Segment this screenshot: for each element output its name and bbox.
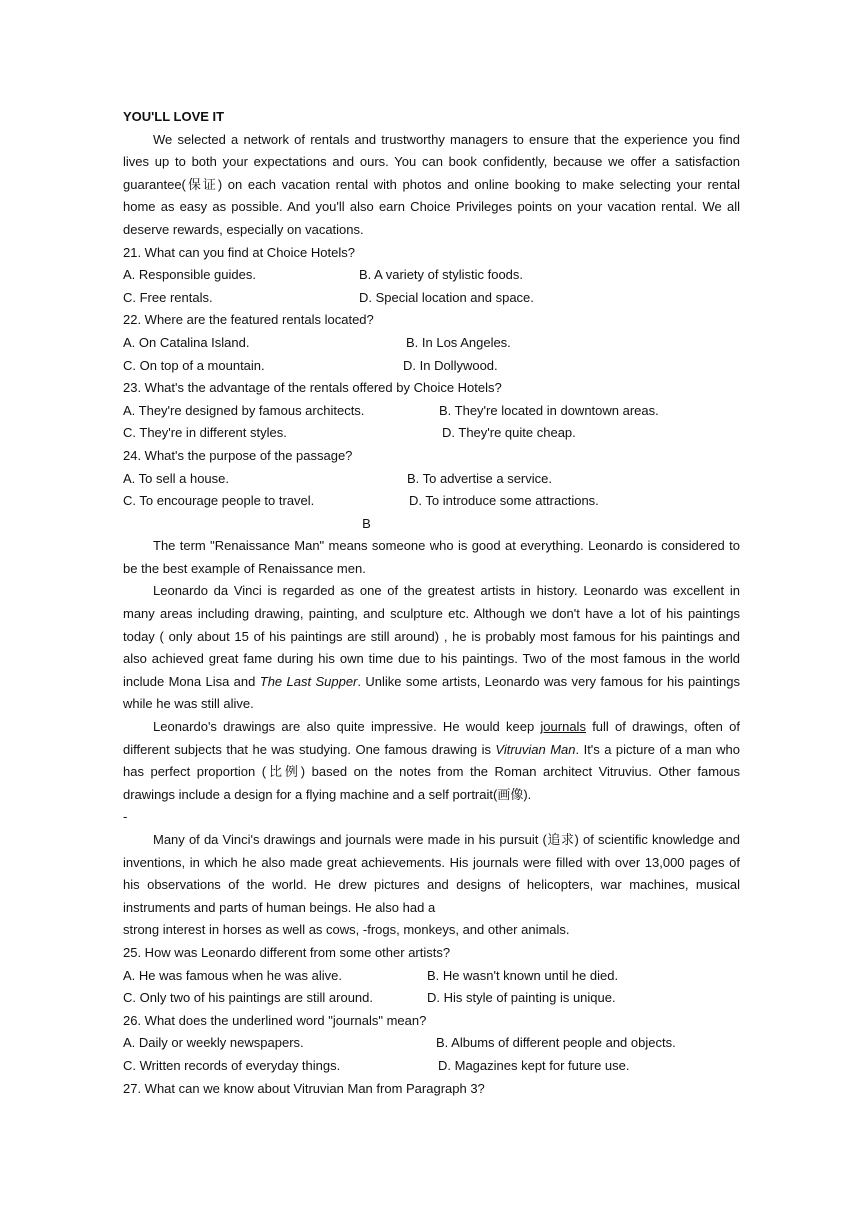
option-d: D. In Dollywood. — [403, 357, 498, 373]
question-23: 23. What's the advantage of the rentals offered by Choice Hotels? — [123, 380, 502, 396]
passage-a-paragraph: We selected a network of rentals and trustworthy managers to ensure that the experience you find lives up to both your expectations and ours. You can book confidently, because we offer a satisfaction guarantee(保证) on each vacation rental with photos and online booking to make selecting your rental home as easy as possible. And you'll also earn Choice Privileges points on your vacation rental. We all deserve rewards, especially on vacations. — [123, 131, 740, 237]
question-24: 24. What's the purpose of the passage? — [123, 447, 353, 463]
passage-b-paragraph-4-continued: strong interest in horses as well as cows, -frogs, monkeys, and other animals. — [123, 922, 570, 938]
document-page — [123, 106, 740, 1100]
passage-a-title: YOU'LL LOVE IT — [123, 109, 225, 124]
options-row — [123, 468, 740, 491]
option-a: A. Daily or weekly newspapers. — [123, 1035, 304, 1051]
option-a: A. They're designed by famous architects. — [123, 402, 365, 418]
options-row — [123, 400, 740, 423]
painting-title: The Last Supper — [259, 673, 358, 689]
option-c: C. Only two of his paintings are still around. — [123, 990, 374, 1006]
passage-b-paragraph-4: Many of da Vinci's drawings and journals were made in his pursuit (追求) of scientific knowledge and inventions, in which he also made great achievements. His journals were filled with over 13,000 pages of his observations of the world. He drew pictures and designs of helicopters, war machines, musical instruments and parts of human beings. He also had a — [123, 832, 740, 915]
question-21: 21. What can you find at Choice Hotels? — [123, 244, 355, 260]
paragraph-text: Leonardo da Vinci is regarded as one of the greatest artists in history. Leonardo was excellent in many areas including drawing, painting, and sculpture etc. Although we don't have a lot of his paintings today ( only about 15 of his paintings are still around) , he is probably most famous for his paintings and also achieved great fame during his own time due to his paintings. Two of the most famous in the world include Mona Lisa and — [123, 583, 740, 689]
options-row — [123, 287, 740, 310]
option-d: D. His style of painting is unique. — [427, 990, 616, 1006]
paragraph-text: full of drawings, often of different subjects that he was studying. One famous drawing is — [123, 719, 740, 757]
question-26: 26. What does the underlined word "journals" mean? — [123, 1012, 427, 1028]
options-row — [123, 355, 740, 378]
option-b: B. A variety of stylistic foods. — [359, 267, 524, 283]
option-d: D. Special location and space. — [359, 289, 534, 305]
option-c: C. To encourage people to travel. — [123, 493, 315, 509]
option-c: C. On top of a mountain. — [123, 357, 265, 373]
option-a: A. Responsible guides. — [123, 267, 256, 283]
option-b: B. He wasn't known until he died. — [427, 967, 619, 983]
drawing-title: Vitruvian Man — [495, 741, 576, 757]
paragraph-text: Leonardo's drawings are also quite impressive. He would keep — [153, 719, 541, 735]
option-b: B. To advertise a service. — [407, 470, 552, 486]
option-d: D. Magazines kept for future use. — [438, 1057, 630, 1073]
paragraph-text: . Unlike some artists, Leonardo was very famous for his paintings while he was still alive. — [123, 673, 740, 712]
passage-b-paragraph-2 — [123, 580, 740, 716]
underlined-word: journals — [540, 719, 586, 735]
options-row — [123, 422, 740, 445]
options-row — [123, 987, 740, 1010]
options-row — [123, 490, 740, 513]
passage-b-paragraph-1: The term "Renaissance Man" means someone who is good at everything. Leonardo is considered to be the best example of Renaissance men. — [123, 538, 740, 576]
options-row — [123, 1032, 740, 1055]
passage-b-label: B — [362, 515, 371, 531]
question-25: 25. How was Leonardo different from some other artists? — [123, 944, 451, 960]
question-22: 22. Where are the featured rentals located? — [123, 312, 374, 328]
option-a: A. He was famous when he was alive. — [123, 967, 342, 983]
option-a: A. To sell a house. — [123, 470, 229, 486]
stray-dash: - — [123, 809, 128, 825]
option-b: B. They're located in downtown areas. — [439, 402, 659, 418]
options-row — [123, 264, 740, 287]
option-b: B. In Los Angeles. — [406, 334, 511, 350]
options-row — [123, 965, 740, 988]
option-a: A. On Catalina Island. — [123, 334, 250, 350]
option-b: B. Albums of different people and objects. — [436, 1035, 676, 1051]
question-27: 27. What can we know about Vitruvian Man from Paragraph 3? — [123, 1080, 485, 1096]
option-c: C. Free rentals. — [123, 289, 213, 305]
options-row — [123, 1055, 740, 1078]
option-d: D. They're quite cheap. — [442, 425, 576, 441]
option-d: D. To introduce some attractions. — [409, 493, 599, 509]
passage-b-paragraph-3 — [123, 716, 740, 806]
option-c: C. Written records of everyday things. — [123, 1057, 341, 1073]
options-row — [123, 332, 740, 355]
option-c: C. They're in different styles. — [123, 425, 287, 441]
paragraph-text: . It's a picture of a man who has perfect proportion (比例) based on the notes from the Roman architect Vitruvius. Other famous drawings include a design for a flying machine and a self portrait(画像). — [123, 741, 740, 802]
